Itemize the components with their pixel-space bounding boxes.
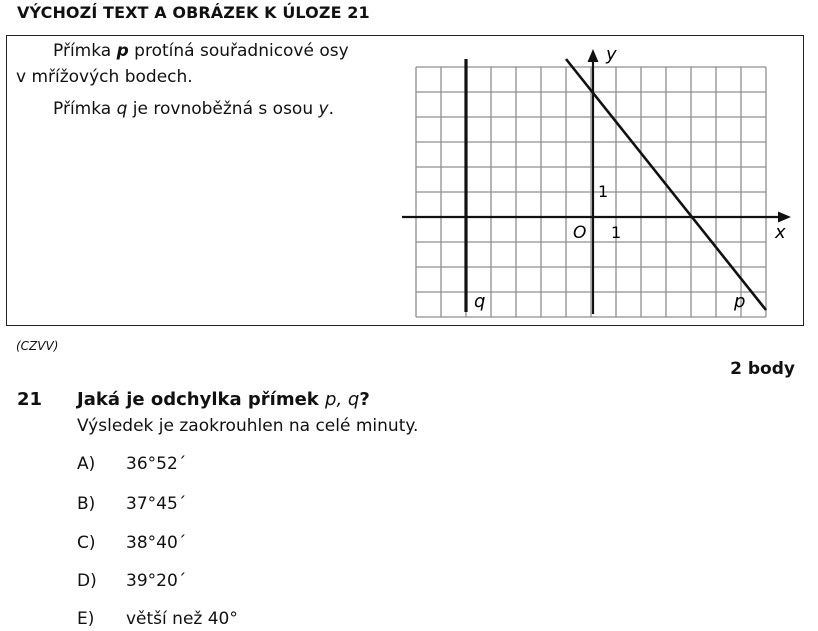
option-letter: B): [77, 494, 96, 514]
question-number: 21: [17, 389, 43, 410]
option-a[interactable]: [77, 454, 186, 474]
coordinate-grid-figure: [395, 42, 797, 320]
line-q-symbol: q: [116, 99, 128, 119]
question-text: Jaká je odchylka přímek p, q?: [77, 389, 370, 410]
option-value: 38°40´: [126, 533, 187, 553]
option-value: 36°52´: [126, 454, 187, 474]
task-heading: VÝCHOZÍ TEXT A OBRÁZEK K ÚLOZE 21: [17, 3, 370, 22]
question-subtext: Výsledek je zaokrouhlen na celé minuty.: [77, 416, 419, 436]
option-value: 37°45´: [126, 494, 187, 514]
intro-line-2: v mřížových bodech.: [16, 67, 193, 87]
intro-line-1: Přímka p protíná souřadnicové osy: [53, 41, 349, 61]
intro-line-3: Přímka q je rovnoběžná s osou y.: [53, 99, 334, 119]
grid-lines: [416, 67, 766, 317]
line-q-label: q: [474, 291, 486, 312]
option-d[interactable]: [77, 571, 186, 591]
y-axis-label: y: [606, 44, 617, 65]
y-axis-arrow: [588, 49, 599, 62]
option-c[interactable]: [77, 533, 186, 553]
origin-label: O: [573, 223, 587, 243]
option-letter: A): [77, 454, 96, 474]
x-axis-arrow: [778, 212, 791, 223]
x-axis: [402, 212, 791, 223]
y-tick-label: 1: [598, 182, 609, 201]
x-tick-label: 1: [611, 223, 622, 242]
x-axis-label: x: [775, 222, 786, 243]
points-value: 2 body: [730, 359, 795, 379]
option-e[interactable]: [77, 609, 238, 629]
line-p-label: p: [734, 291, 746, 312]
option-letter: D): [77, 571, 97, 591]
option-letter: C): [77, 533, 96, 553]
line-p-symbol: p: [116, 41, 129, 61]
option-b[interactable]: [77, 494, 186, 514]
option-value: větší než 40°: [126, 609, 238, 629]
option-letter: E): [77, 609, 95, 629]
question-vars: p, q: [325, 389, 360, 410]
option-value: 39°20´: [126, 571, 187, 591]
source-note: (CZVV): [16, 339, 59, 353]
